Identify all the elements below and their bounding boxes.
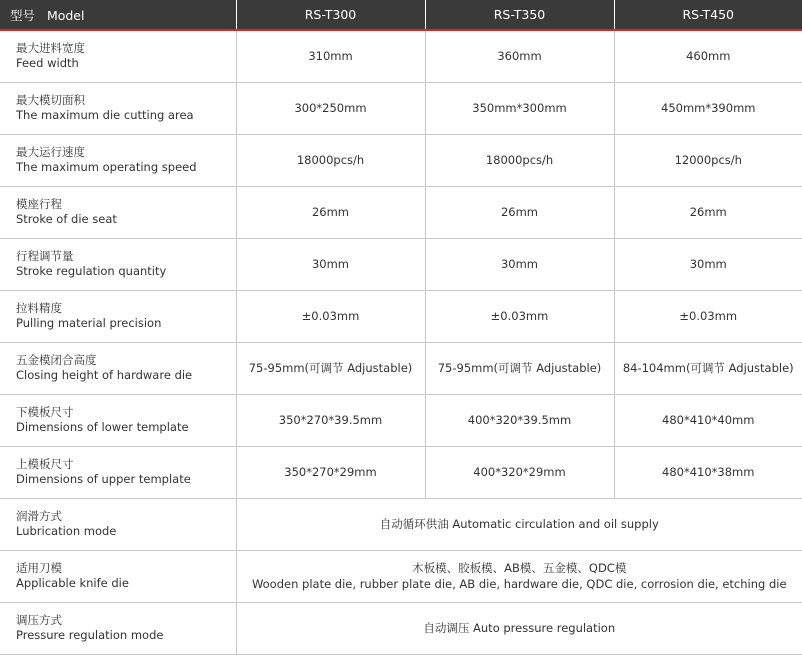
cell-value: 26mm bbox=[425, 186, 614, 238]
knife-die-types-en: Wooden plate die, rubber plate die, AB die, hardware die, QDC die, corrosion die, etching die bbox=[251, 577, 787, 591]
row-label bbox=[0, 342, 236, 394]
row-label-en: Applicable knife die bbox=[16, 576, 129, 590]
table-row bbox=[0, 290, 802, 342]
cell-value: ±0.03mm bbox=[236, 290, 425, 342]
row-label bbox=[0, 134, 236, 186]
row-label bbox=[0, 290, 236, 342]
row-label-zh: 上模板尺寸 bbox=[16, 457, 74, 471]
header-row bbox=[0, 0, 802, 30]
cell-value: 84-104mm(可调节 Adjustable) bbox=[614, 342, 802, 394]
cell-value: 75-95mm(可调节 Adjustable) bbox=[425, 342, 614, 394]
cell-value: 480*410*38mm bbox=[614, 446, 802, 498]
cell-value: ±0.03mm bbox=[614, 290, 802, 342]
row-label-zh: 最大进料宽度 bbox=[16, 41, 85, 56]
table-row bbox=[0, 498, 802, 550]
knife-die-types-zh: 木板模、胶板模、AB模、五金模、QDC模 bbox=[412, 561, 627, 575]
row-label-zh: 模座行程 bbox=[16, 197, 62, 211]
row-label bbox=[0, 238, 236, 290]
cell-value: ±0.03mm bbox=[425, 290, 614, 342]
cell-value: 18000pcs/h bbox=[425, 134, 614, 186]
cell-value: 18000pcs/h bbox=[236, 134, 425, 186]
row-label bbox=[0, 550, 236, 602]
cell-value: 26mm bbox=[236, 186, 425, 238]
cell-value: 350mm*300mm bbox=[425, 82, 614, 134]
row-label-en: The maximum operating speed bbox=[16, 160, 197, 174]
cell-value: 450mm*390mm bbox=[614, 82, 802, 134]
row-label-en: Closing height of hardware die bbox=[16, 368, 193, 382]
table-body bbox=[0, 30, 802, 654]
cell-value: 30mm bbox=[614, 238, 802, 290]
row-label-zh: 调压方式 bbox=[16, 613, 62, 627]
header-model-1: RS-T300 bbox=[236, 0, 425, 30]
row-label-en: Pressure regulation mode bbox=[16, 628, 164, 642]
row-label bbox=[0, 186, 236, 238]
cell-value: 400*320*29mm bbox=[425, 446, 614, 498]
row-label-zh: 行程调节量 bbox=[16, 249, 74, 263]
header-model-2: RS-T350 bbox=[425, 0, 614, 30]
cell-value: 30mm bbox=[425, 238, 614, 290]
cell-value-merged bbox=[236, 550, 802, 602]
cell-value: 26mm bbox=[614, 186, 802, 238]
table-row bbox=[0, 342, 802, 394]
cell-value: 30mm bbox=[236, 238, 425, 290]
row-label bbox=[0, 602, 236, 654]
row-label-zh: 五金模闭合高度 bbox=[16, 353, 97, 367]
row-label bbox=[0, 498, 236, 550]
row-label-en: Stroke of die seat bbox=[16, 212, 117, 226]
row-label-zh: 润滑方式 bbox=[16, 509, 62, 523]
table-row bbox=[0, 186, 802, 238]
table-row bbox=[0, 602, 802, 654]
cell-value: 12000pcs/h bbox=[614, 134, 802, 186]
row-label-en: Stroke regulation quantity bbox=[16, 264, 167, 278]
row-label bbox=[0, 446, 236, 498]
cell-value: 460mm bbox=[614, 30, 802, 82]
row-label-zh: 下模板尺寸 bbox=[16, 405, 74, 419]
row-label-en: Dimensions of upper template bbox=[16, 472, 191, 486]
header-label-zh: 型号 bbox=[10, 7, 36, 23]
cell-value: 310mm bbox=[236, 30, 425, 82]
cell-value: 480*410*40mm bbox=[614, 394, 802, 446]
row-label-en: Feed width bbox=[16, 56, 79, 71]
row-label-en: Pulling material precision bbox=[16, 316, 162, 330]
table-row bbox=[0, 238, 802, 290]
table-row bbox=[0, 30, 802, 82]
table-row bbox=[0, 134, 802, 186]
header-label-en: Model bbox=[46, 7, 85, 23]
row-label-en: The maximum die cutting area bbox=[16, 108, 194, 122]
header-model-label bbox=[0, 0, 236, 30]
row-label-zh: 最大运行速度 bbox=[16, 145, 85, 159]
cell-value: 360mm bbox=[425, 30, 614, 82]
table-row bbox=[0, 82, 802, 134]
row-label bbox=[0, 394, 236, 446]
row-label bbox=[0, 30, 236, 82]
row-label bbox=[0, 82, 236, 134]
row-label-zh: 拉料精度 bbox=[16, 301, 62, 315]
row-label-en: Lubrication mode bbox=[16, 524, 117, 538]
cell-value: 400*320*39.5mm bbox=[425, 394, 614, 446]
cell-value-merged: 自动循环供油 Automatic circulation and oil supply bbox=[236, 498, 802, 550]
cell-value: 350*270*39.5mm bbox=[236, 394, 425, 446]
table-header bbox=[0, 0, 802, 30]
header-model-3: RS-T450 bbox=[614, 0, 802, 30]
cell-value: 75-95mm(可调节 Adjustable) bbox=[236, 342, 425, 394]
cell-value: 350*270*29mm bbox=[236, 446, 425, 498]
cell-value-merged: 自动调压 Auto pressure regulation bbox=[236, 602, 802, 654]
row-label-zh: 最大模切面积 bbox=[16, 93, 85, 107]
table-row bbox=[0, 550, 802, 602]
row-label-zh: 适用刀模 bbox=[16, 561, 62, 575]
table-row bbox=[0, 446, 802, 498]
cell-value: 300*250mm bbox=[236, 82, 425, 134]
row-label-en: Dimensions of lower template bbox=[16, 420, 189, 434]
table-row bbox=[0, 394, 802, 446]
